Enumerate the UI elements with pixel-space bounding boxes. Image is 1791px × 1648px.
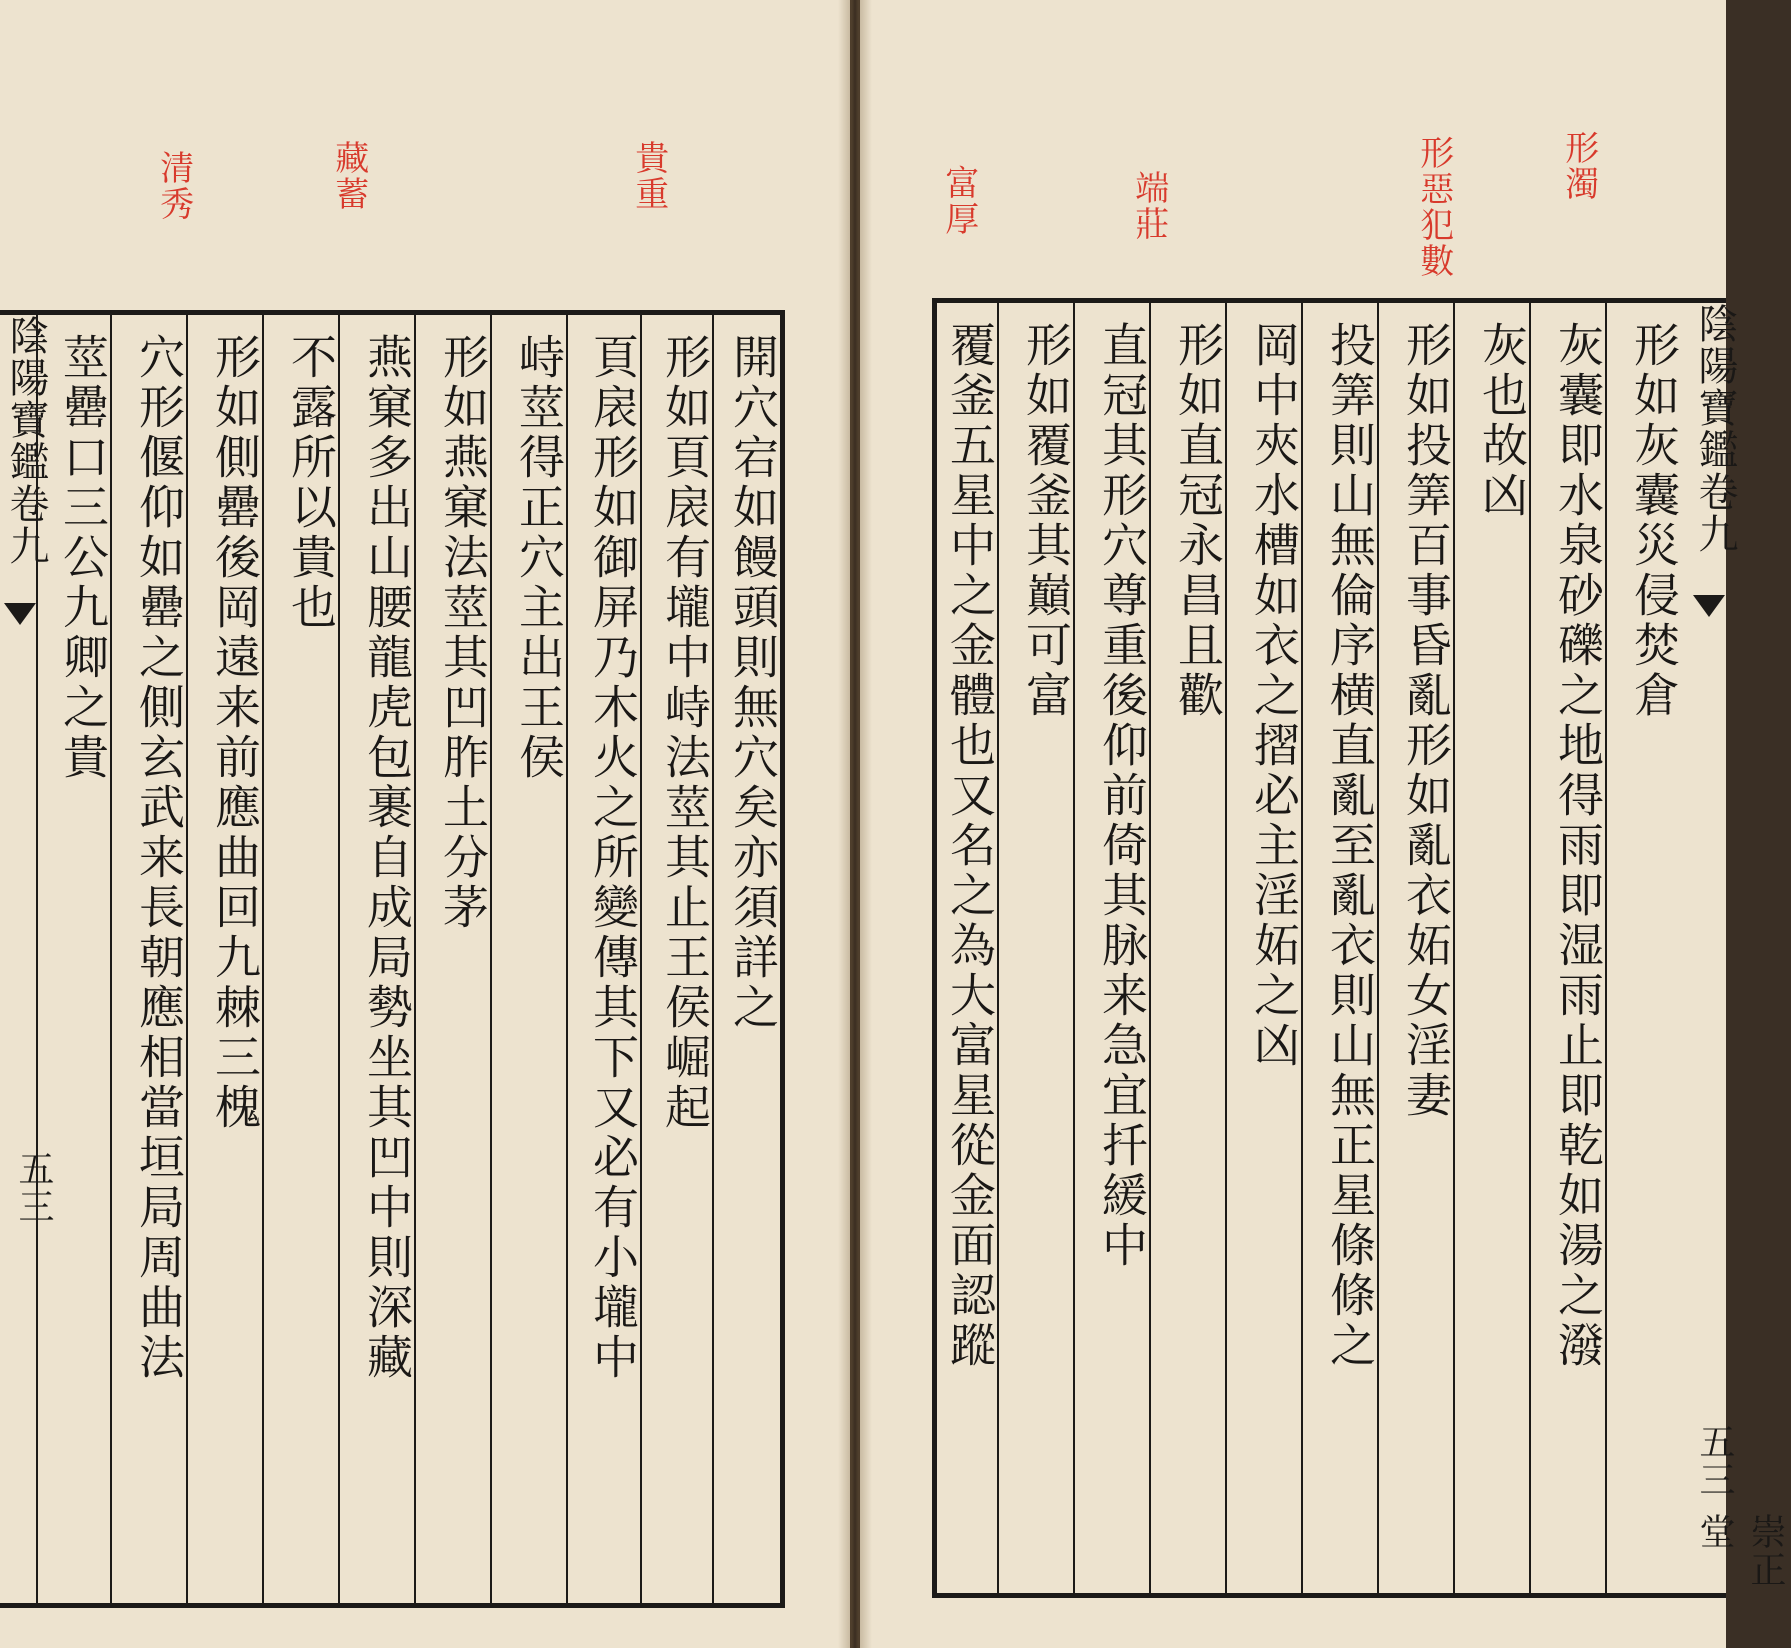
right-margin-note-3: 端莊 xyxy=(1128,170,1169,242)
left-column-3: 頁扆形如御屏乃木火之所變傳其下又必有小壠中 xyxy=(566,315,640,1603)
right-margin-note-2: 形惡犯數 xyxy=(1413,135,1454,279)
left-margin-note-2: 藏蓄 xyxy=(328,140,369,212)
book-gutter xyxy=(838,0,872,1648)
right-margin-note-1: 形濁 xyxy=(1558,130,1599,202)
left-page xyxy=(0,0,850,1648)
right-column-8: 直冠其形穴尊重後仰前倚其脉来急宜扦緩中 xyxy=(1073,303,1149,1593)
left-margin-note-3: 清秀 xyxy=(153,150,194,222)
left-text-frame xyxy=(0,310,785,1608)
left-margin-note-1: 貴重 xyxy=(628,140,669,212)
left-column-9: 穴形偃仰如罍之側玄武来長朝應相當垣局周曲法 xyxy=(110,315,186,1603)
right-publisher: 崇正堂 xyxy=(1694,1513,1786,1589)
right-column-7: 形如直冠永昌且歡 xyxy=(1149,303,1225,1593)
left-column-7: 不露所以貴也 xyxy=(262,315,338,1603)
right-column-5: 投筭則山無倫序横直亂至亂衣則山無正星條條之 xyxy=(1301,303,1377,1593)
right-margin-note-4: 富厚 xyxy=(938,165,979,237)
right-column-10: 覆釜五星中之金體也又名之為大富星從金面認蹤 xyxy=(943,321,997,1371)
left-column-4: 峙莖得正穴主出王侯 xyxy=(490,315,566,1603)
right-page xyxy=(860,0,1786,1648)
left-column-2: 形如頁扆有壠中峙法莖其止王侯崛起 xyxy=(640,315,712,1603)
right-fishtail-mark xyxy=(1693,595,1725,617)
right-column-3: 灰也故凶 xyxy=(1453,303,1529,1593)
right-folio: 五三 xyxy=(1694,1423,1735,1499)
right-edge-title: 陰陽寶鑑卷九 xyxy=(1692,303,1738,555)
left-column-5: 形如燕窠法莖其凹胙土分茅 xyxy=(414,315,490,1603)
left-folio: 五三 xyxy=(13,1150,54,1226)
right-column-9: 形如覆釜其巔可富 xyxy=(997,303,1073,1593)
left-edge-title: 陰陽寶鑑卷九 xyxy=(3,315,49,567)
left-column-8: 形如側罍後岡遠来前應曲回九棘三槐 xyxy=(186,315,262,1603)
left-fishtail-mark xyxy=(4,603,36,625)
right-column-4: 形如投筭百事昏亂形如亂衣妬女淫妻 xyxy=(1377,303,1453,1593)
right-column-2: 灰囊即水泉砂礫之地得雨即湿雨止即乾如湯之潑 xyxy=(1529,303,1605,1593)
left-column-6: 燕窠多出山腰龍虎包裹自成局勢坐其凹中則深藏 xyxy=(338,315,414,1603)
right-text-frame xyxy=(932,298,1786,1598)
right-column-6: 岡中夾水槽如衣之摺必主淫妬之凶 xyxy=(1225,303,1301,1593)
left-column-1: 開穴宕如饅頭則無穴矣亦須詳之 xyxy=(712,315,780,1603)
left-column-10: 莖罍口三公九卿之貴 xyxy=(36,315,110,1603)
right-column-1: 形如灰囊災侵焚倉 xyxy=(1605,303,1681,1593)
